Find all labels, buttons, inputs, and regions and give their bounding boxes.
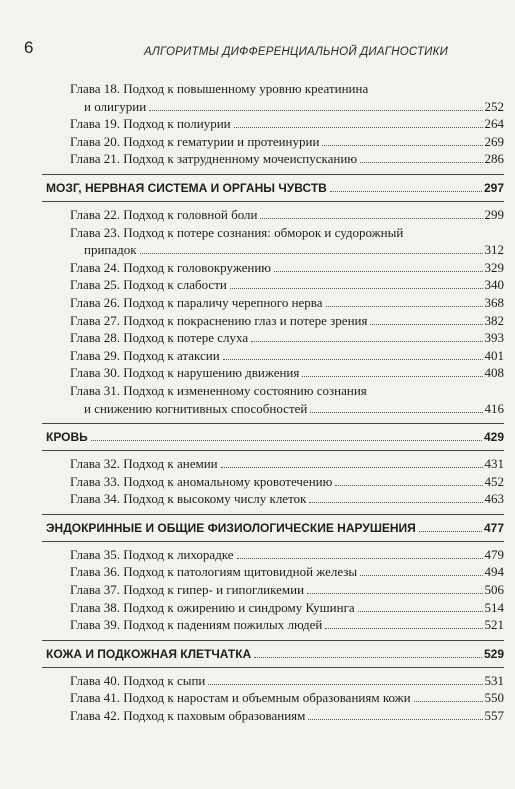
toc-entry-title: Глава 19. Подход к полиурии [70,116,231,132]
toc-page-number: 550 [484,690,504,706]
dot-leader [419,531,482,532]
toc-page-number: 416 [484,400,504,416]
toc-page-number: 408 [484,365,504,381]
dot-leader [358,611,483,612]
dot-leader [274,271,482,272]
dot-leader [140,253,483,254]
toc-section-heading[interactable] [42,174,504,202]
toc-entry[interactable] [42,689,504,707]
toc-page-number: 312 [484,242,504,258]
toc-entry[interactable] [42,455,504,473]
toc-entry-title: Глава 41. Подход к наростам и объемным образованиям кожи [70,690,411,706]
toc-entry[interactable] [42,563,504,581]
toc-entry-title: Глава 32. Подход к анемии [70,456,218,472]
toc-entry-title: Глава 20. Подход к гематурии и протеинурии [70,133,320,149]
dot-leader [325,628,482,629]
toc-entry[interactable] [42,133,504,151]
toc-page-number: 382 [484,312,504,328]
toc-section-heading[interactable] [42,640,504,668]
dot-leader [330,191,482,192]
toc-entry[interactable] [42,224,504,259]
dot-leader [307,593,482,594]
dot-leader [308,719,482,720]
toc-section-heading[interactable] [42,514,504,542]
toc-entry-title-cont: припадок [84,242,137,258]
toc-page-number: 521 [484,617,504,633]
section-title: МОЗГ, НЕРВНАЯ СИСТЕМА И ОРГАНЫ ЧУВСТВ [46,180,327,195]
toc-entry-title: Глава 26. Подход к параличу черепного нерва [70,294,323,310]
toc-page-number: 340 [484,277,504,293]
toc-entry-title: Глава 28. Подход к потере слуха [70,330,249,346]
toc-section-heading[interactable] [42,423,504,451]
toc-entry-title-cont: и снижению когнитивных способностей [84,400,308,416]
toc-entry[interactable] [42,364,504,382]
dot-leader [223,359,483,360]
section-title: ЭНДОКРИННЫЕ И ОБЩИЕ ФИЗИОЛОГИЧЕСКИЕ НАРУШЕНИЯ [46,520,416,535]
toc-entry[interactable] [42,599,504,617]
table-of-contents [42,80,504,725]
toc-page-number: 494 [484,564,504,580]
toc-page-number: 329 [484,259,504,275]
toc-entry-title: Глава 30. Подход к нарушению движения [70,365,300,381]
page-number: 6 [24,38,34,57]
toc-entry-title: Глава 29. Подход к атаксии [70,347,220,363]
dot-leader [309,502,482,503]
toc-entry[interactable] [42,707,504,725]
toc-entry[interactable] [42,546,504,564]
toc-page-number: 401 [484,347,504,363]
toc-entry-title: Глава 25. Подход к слабости [70,277,227,293]
toc-entry-title: Глава 36. Подход к патологиям щитовидной железы [70,564,358,580]
toc-entry[interactable] [42,206,504,224]
dot-leader [91,440,482,441]
dot-leader [326,306,483,307]
toc-page-number: 299 [484,206,504,222]
dot-leader [335,485,482,486]
toc-entry-title: Глава 24. Подход к головокружению [70,259,272,275]
dot-leader [208,684,482,685]
dot-leader [302,376,482,377]
running-title: АЛГОРИТМЫ ДИФФЕРЕНЦИАЛЬНОЙ ДИАГНОСТИКИ [144,46,449,58]
toc-page-number: 368 [484,294,504,310]
dot-leader [360,575,482,576]
toc-entry-title: Глава 40. Подход к сыпи [70,672,206,688]
section-page-number: 297 [483,180,504,195]
dot-leader [230,288,483,289]
toc-entry[interactable] [42,347,504,365]
toc-entry[interactable] [42,672,504,690]
toc-entry-title: Глава 38. Подход к ожирению и синдрому Кушинга [70,599,355,615]
section-title: КРОВЬ [46,430,88,445]
toc-entry[interactable] [42,473,504,491]
toc-entry-title: Глава 31. Подход к измененному состоянию сознания [70,382,367,398]
toc-page-number: 506 [484,582,504,598]
toc-page-number: 531 [484,672,504,688]
toc-page-number: 452 [484,473,504,489]
toc-entry-title: Глава 21. Подход к затрудненному мочеиспусканию [70,151,358,167]
toc-page-number: 252 [484,98,504,114]
toc-entry-title: Глава 39. Подход к падениям пожилых людей [70,617,323,633]
dot-leader [260,218,482,219]
toc-page-number: 514 [484,599,504,615]
toc-entry[interactable] [42,294,504,312]
dot-leader [414,701,483,702]
dot-leader [322,145,482,146]
toc-entry[interactable] [42,276,504,294]
toc-entry[interactable] [42,312,504,330]
toc-page-number: 264 [484,116,504,132]
toc-entry[interactable] [42,581,504,599]
toc-entry[interactable] [42,490,504,508]
dot-leader [149,110,482,111]
toc-page-number: 269 [484,133,504,149]
toc-page-number: 286 [484,151,504,167]
toc-entry-title: Глава 22. Подход к головной боли [70,206,258,222]
section-page-number: 429 [483,430,504,445]
toc-entry[interactable] [42,616,504,634]
toc-entry-title: Глава 42. Подход к паховым образованиям [70,708,306,724]
toc-entry-title: Глава 27. Подход к покраснению глаз и потере зрения [70,312,368,328]
toc-page-number: 393 [484,330,504,346]
toc-entry-title: Глава 37. Подход к гипер- и гипогликемии [70,582,305,598]
toc-entry-title: Глава 34. Подход к высокому числу клеток [70,491,307,507]
toc-entry[interactable] [42,115,504,133]
dot-leader [251,341,482,342]
toc-page-number: 557 [484,708,504,724]
dot-leader [234,127,483,128]
toc-page-number: 479 [484,546,504,562]
toc-entry-title: Глава 35. Подход к лихорадке [70,546,234,562]
toc-entry-title: Глава 23. Подход к потере сознания: обморок и судорожный [70,224,404,240]
toc-page-number: 431 [484,456,504,472]
toc-page-number: 463 [484,491,504,507]
dot-leader [237,558,483,559]
toc-entry-title: Глава 18. Подход к повышенному уровню креатинина [70,81,369,96]
section-title: КОЖА И ПОДКОЖНАЯ КЛЕТЧАТКА [46,646,252,661]
toc-entry-title-cont: и олигурии [84,98,147,114]
toc-entry[interactable] [42,259,504,277]
toc-entry[interactable] [42,150,504,168]
toc-entry[interactable] [42,329,504,347]
section-page-number: 529 [483,646,504,661]
section-page-number: 477 [483,520,504,535]
dot-leader [254,657,482,658]
toc-entry[interactable] [42,80,504,115]
dot-leader [360,162,482,163]
toc-entry[interactable] [42,382,504,417]
dot-leader [370,324,482,325]
dot-leader [310,412,482,413]
dot-leader [221,467,483,468]
toc-entry-title: Глава 33. Подход к аномальному кровотечению [70,473,333,489]
